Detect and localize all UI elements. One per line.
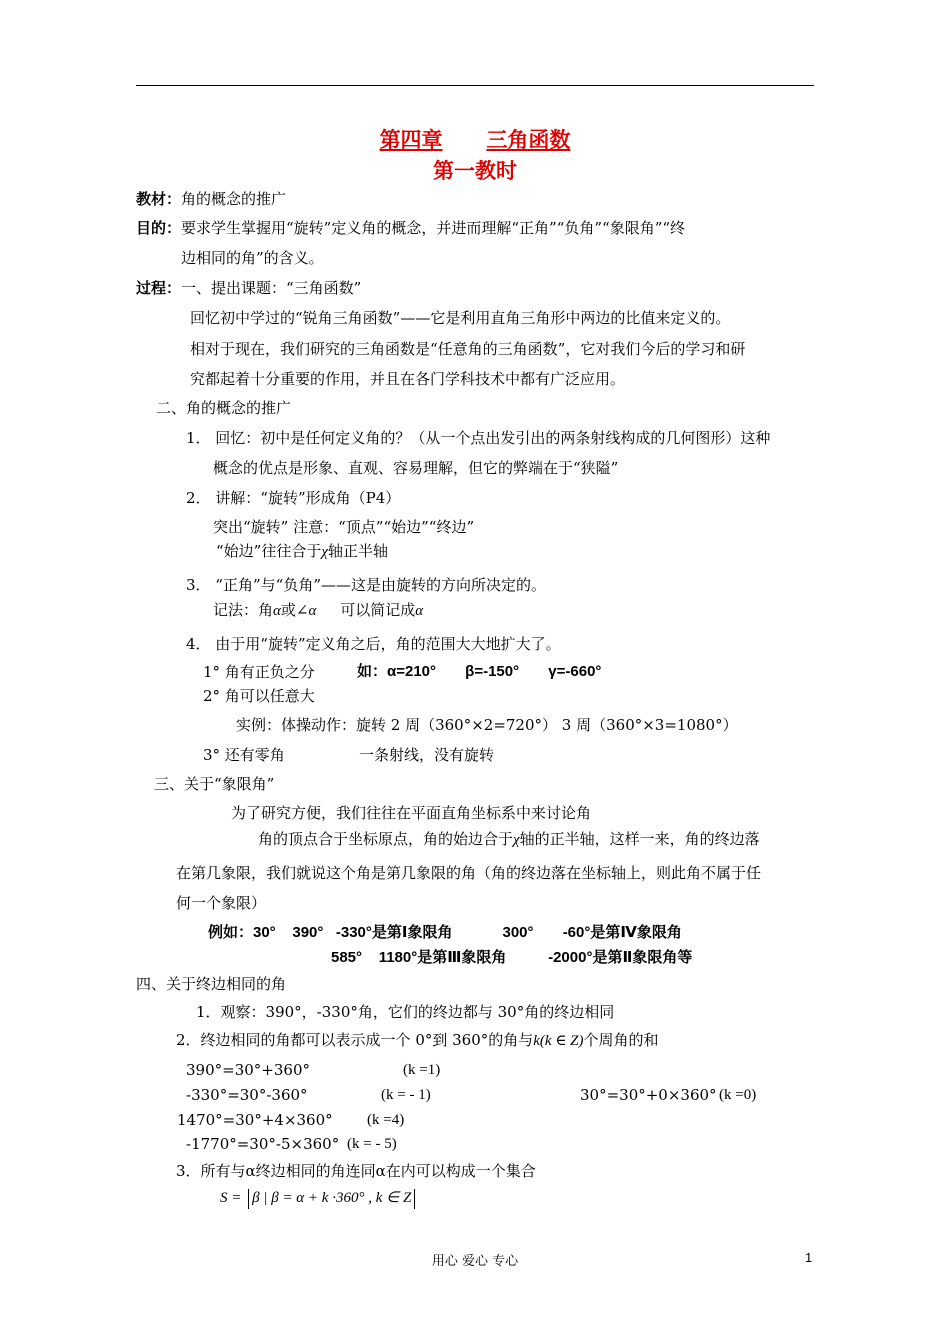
text: 或	[280, 601, 296, 619]
process-text: 一、提出课题：“三角函数”	[181, 279, 362, 297]
set-prefix: S =	[220, 1190, 246, 1206]
equation-2-k: (k = - 1)	[381, 1087, 431, 1103]
paragraph-3: 究都起着十分重要的作用，并且在各门学科技术中都有广泛应用。	[190, 370, 626, 388]
item-2-4-3-example: 一条射线，没有旋转	[359, 746, 495, 764]
item-2-4-2: 2° 角可以任意大	[203, 687, 315, 705]
item-2-4: 4． 由于用“旋转”定义角之后，角的范围大大地扩大了。	[186, 635, 561, 653]
process-label: 过程：	[136, 279, 182, 297]
text: 2．终边相同的角都可以表示成一个 0°到 360°的角与	[176, 1031, 534, 1049]
item-2-3b	[213, 600, 423, 621]
x-symbol: χ	[321, 544, 328, 560]
text: 可以简记成	[316, 601, 416, 619]
section-3-para-4: 何一个象限）	[176, 894, 267, 912]
item-2-4-1-example: 如：α=210° β=-150° γ=-660°	[357, 663, 602, 680]
equation-3-k: (k =0)	[719, 1087, 757, 1103]
equation-3: 30°=30°+0×360°	[580, 1086, 717, 1104]
textbook-text: 角的概念的推广	[181, 190, 287, 208]
alpha-symbol: α	[273, 603, 281, 619]
section-3-para-2	[258, 829, 760, 850]
text: “始边”往往合于	[216, 542, 322, 560]
text: 角的顶点合于坐标原点，角的始边合于	[258, 830, 514, 848]
item-2-2b: 突出“旋转” 注意：“顶点”“始边”“终边”	[213, 518, 475, 536]
right-brace-bar	[414, 1189, 415, 1209]
item-2-2a: 2． 讲解：“旋转”形成角（P4）	[186, 489, 401, 507]
k-in-z: k(k ∈ Z)	[533, 1033, 584, 1049]
textbook-label: 教材：	[136, 190, 182, 208]
item-2-2c	[216, 541, 388, 562]
quadrant-examples-2: 585° 1180°是第Ⅲ象限角 -2000°是第Ⅱ象限角等	[331, 949, 693, 966]
process-line	[136, 278, 361, 298]
chapter-title	[0, 124, 950, 154]
section-3-para-3: 在第几象限，我们就说这个角是第几象限的角（角的终边落在坐标轴上，则此角不属于任	[176, 864, 762, 882]
quadrant-examples-1: 例如：30° 390° -330°是第Ⅰ象限角 300° -60°是第Ⅳ象限角	[208, 924, 682, 941]
set-formula	[220, 1188, 418, 1209]
set-body: β | β = α + k ·360° , k ∈ Z	[252, 1190, 412, 1206]
text: 轴正半轴	[327, 542, 388, 560]
angle-alpha-symbol: ∠α	[295, 603, 317, 619]
text: 轴的正半轴，这样一来，角的终边落	[519, 830, 760, 848]
equation-1: 390°=30°+360°	[186, 1061, 310, 1079]
item-4-1: 1．观察：390°，-330°角，它们的终边都与 30°角的终边相同	[196, 1003, 615, 1021]
textbook-line	[136, 189, 286, 209]
item-2-1a: 1． 回忆：初中是任何定义角的？（从一个点出发引出的两条射线构成的几何图形）这种	[186, 429, 771, 447]
section-3-para-1: 为了研究方便，我们往往在平面直角坐标系中来讨论角	[231, 804, 592, 822]
chapter-number: 第四章	[379, 127, 443, 152]
item-4-2	[176, 1030, 659, 1051]
equation-5-k: (k = - 5)	[347, 1136, 397, 1152]
item-2-4-3: 3° 还有零角	[203, 746, 285, 764]
alpha-symbol: α	[415, 603, 424, 619]
lesson-title: 第一教时	[433, 158, 517, 183]
section-2-heading: 二、角的概念的推广	[156, 399, 292, 417]
goal-line-1	[136, 218, 685, 238]
goal-text-1: 要求学生掌握用“旋转”定义角的概念，并进而理解“正角”“负角”“象限角”“终	[181, 219, 686, 237]
item-2-3a: 3． “正角”与“负角”——这是由旋转的方向所决定的。	[186, 576, 546, 594]
equation-2: -330°=30°-360°	[186, 1086, 308, 1104]
text: 个周角的和	[583, 1031, 659, 1049]
item-2-4-2-example: 实例：体操动作：旋转 2 周（360°×2=720°） 3 周（360°×3=1080°）	[236, 716, 738, 734]
item-2-1b: 概念的优点是形象、直观、容易理解，但它的弊端在于“狭隘”	[213, 459, 619, 477]
goal-line-2: 边相同的角”的含义。	[181, 249, 324, 267]
item-2-4-1: 1° 角有正负之分	[203, 663, 315, 681]
goal-label: 目的：	[136, 219, 182, 237]
equation-5: -1770°=30°-5×360°	[186, 1135, 340, 1153]
item-4-3: 3．所有与α终边相同的角连同α在内可以构成一个集合	[176, 1162, 536, 1180]
equation-4-k: (k =4)	[367, 1112, 405, 1128]
equation-1-k: (k =1)	[403, 1062, 441, 1078]
section-3-heading: 三、关于“象限角”	[154, 775, 275, 793]
text: 记法：角	[213, 601, 274, 619]
paragraph-1: 回忆初中学过的“锐角三角函数”——它是利用直角三角形中两边的比值来定义的。	[190, 309, 731, 327]
footer-text: 用心 爱心 专心	[431, 1254, 519, 1269]
header-rule	[136, 85, 814, 86]
equation-4: 1470°=30°+4×360°	[177, 1111, 333, 1129]
page-number: 1	[805, 1250, 813, 1265]
paragraph-2: 相对于现在，我们研究的三角函数是“任意角的三角函数”，它对我们今后的学习和研	[190, 340, 746, 358]
left-brace-bar	[248, 1189, 249, 1209]
section-4-heading: 四、关于终边相同的角	[136, 975, 287, 993]
x-symbol: χ	[513, 832, 520, 848]
chapter-name: 三角函数	[486, 127, 571, 152]
